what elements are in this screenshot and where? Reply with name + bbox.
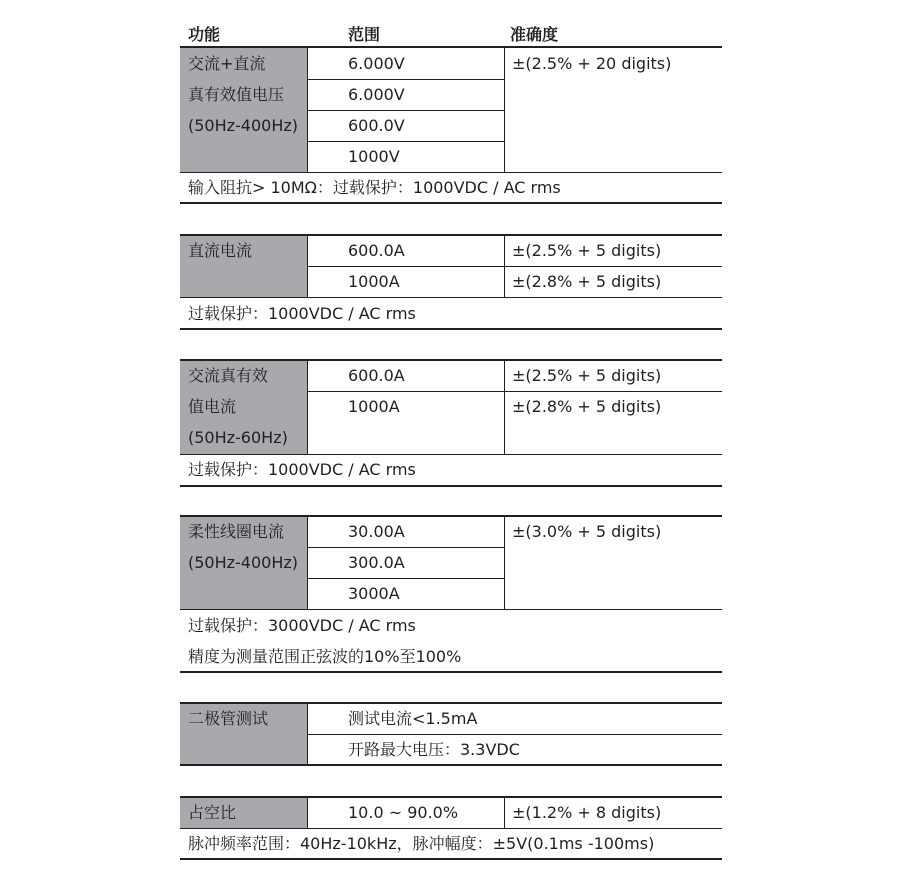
- section-note: 过载保护：3000VDC / AC rms: [188, 616, 416, 635]
- section-top-rule: [180, 515, 722, 517]
- section-bottom-rule: [180, 328, 722, 330]
- function-label: 柔性线圈电流: [188, 522, 285, 541]
- function-label: (50Hz-400Hz): [188, 553, 299, 572]
- range-value: 6.000V: [348, 54, 405, 73]
- range-value: 300.0A: [348, 553, 405, 572]
- section-note: 过载保护：1000VDC / AC rms: [188, 460, 416, 479]
- section-bottom-rule: [180, 485, 722, 487]
- range-value: 1000V: [348, 147, 400, 166]
- range-value: 30.00A: [348, 522, 405, 541]
- range-value: 3000A: [348, 584, 400, 603]
- accuracy-value: ±(3.0% + 5 digits): [512, 522, 662, 541]
- accuracy-value: ±(2.5% + 5 digits): [512, 241, 662, 260]
- range-value: 600.0V: [348, 116, 405, 135]
- header-accuracy: 准确度: [510, 25, 559, 44]
- section-top-rule: [180, 234, 722, 236]
- diode-spec: 开路最大电压：3.3VDC: [348, 740, 520, 759]
- section-top-rule: [180, 359, 722, 361]
- range-value: 1000A: [348, 272, 400, 291]
- section-note: 输入阻抗> 10MΩ：过载保护：1000VDC / AC rms: [188, 178, 561, 197]
- accuracy-value: ±(2.5% + 20 digits): [512, 54, 672, 73]
- section-note: 精度为测量范围正弦波的10%至100%: [188, 647, 462, 666]
- section-bottom-rule: [180, 764, 722, 766]
- function-label: 交流真有效: [188, 366, 269, 385]
- section-top-rule: [180, 796, 722, 798]
- diode-spec: 测试电流<1.5mA: [348, 709, 478, 728]
- accuracy-value: ±(2.8% + 5 digits): [512, 397, 662, 416]
- function-label: (50Hz-60Hz): [188, 428, 288, 447]
- header-function: 功能: [188, 25, 221, 44]
- range-value: 6.000V: [348, 85, 405, 104]
- function-label: 真有效值电压: [188, 85, 285, 104]
- range-value: 1000A: [348, 397, 400, 416]
- accuracy-value: ±(2.8% + 5 digits): [512, 272, 662, 291]
- section-top-rule: [180, 702, 722, 704]
- section-bottom-rule: [180, 858, 722, 860]
- section-bottom-rule: [180, 202, 722, 204]
- section-note: 过载保护：1000VDC / AC rms: [188, 304, 416, 323]
- accuracy-value: ±(1.2% + 8 digits): [512, 803, 662, 822]
- section-top-rule: [180, 46, 722, 48]
- function-label: (50Hz-400Hz): [188, 116, 299, 135]
- range-value: 600.0A: [348, 366, 405, 385]
- header-range: 范围: [348, 25, 381, 44]
- function-label: 值电流: [188, 397, 237, 416]
- range-value: 600.0A: [348, 241, 405, 260]
- function-label: 二极管测试: [188, 709, 269, 728]
- range-value: 10.0 ~ 90.0%: [348, 803, 459, 822]
- section-note: 脉冲频率范围：40Hz-10kHz，脉冲幅度：±5V(0.1ms -100ms): [188, 834, 655, 853]
- section-bottom-rule: [180, 671, 722, 673]
- function-label: 交流+直流: [188, 54, 266, 73]
- accuracy-value: ±(2.5% + 5 digits): [512, 366, 662, 385]
- function-label: 直流电流: [188, 241, 253, 260]
- function-label: 占空比: [188, 803, 237, 822]
